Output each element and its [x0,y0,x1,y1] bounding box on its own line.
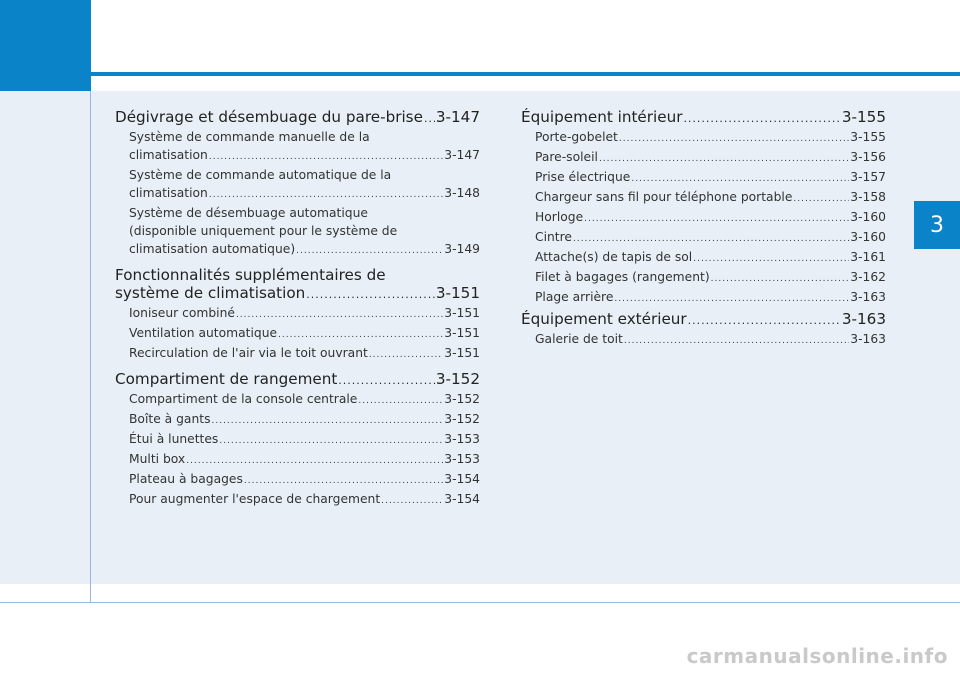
toc-heading-climate-features[interactable]: Fonctionnalités supplémentaires de système de climatisation ..... 3-151 [115,266,480,304]
toc-entry[interactable]: Attache(s) de tapis de sol ..... 3-161 [521,248,886,268]
toc-heading-exterior[interactable]: Équipement extérieur ..... 3-163 [521,310,886,330]
toc-entry[interactable]: Recirculation de l'air via le toit ouvrant ..... 3-151 [115,344,480,364]
toc-entry[interactable]: Pare-soleil ..... 3-156 [521,148,886,168]
toc-entry[interactable]: Porte-gobelet ..... 3-155 [521,128,886,148]
toc-entry[interactable]: Système de commande automatique de la climatisation ..... 3-148 [115,166,480,204]
toc-heading-interior[interactable]: Équipement intérieur ..... 3-155 [521,108,886,128]
toc-entry[interactable]: Prise électrique ..... 3-157 [521,168,886,188]
toc-entry[interactable]: Filet à bagages (rangement) ..... 3-162 [521,268,886,288]
toc-entry[interactable]: Ventilation automatique ..... 3-151 [115,324,480,344]
toc-entry[interactable]: Horloge ..... 3-160 [521,208,886,228]
toc-right-column [521,108,886,350]
toc-entry[interactable]: Plage arrière ..... 3-163 [521,288,886,308]
toc-entry[interactable]: Système de désembuage automatique (disponible uniquement pour le système de climatisation automatique) ..... 3-149 [115,204,480,260]
toc-heading-defrost[interactable]: Dégivrage et désembuage du pare-brise ..... 3-147 [115,108,480,128]
toc-entry[interactable]: Plateau à bagages ..... 3-154 [115,470,480,490]
toc-entry[interactable]: Système de commande manuelle de la climatisation ..... 3-147 [115,128,480,166]
toc-heading-storage[interactable]: Compartiment de rangement ..... 3-152 [115,370,480,390]
toc-entry[interactable]: Cintre ..... 3-160 [521,228,886,248]
chapter-tab[interactable] [914,201,960,249]
header-rule [91,72,960,76]
footer-rule [0,602,960,603]
chapter-number: 3 [930,212,944,238]
margin-rule [90,91,91,603]
toc-entry[interactable]: Étui à lunettes ..... 3-153 [115,430,480,450]
toc-entry[interactable]: Compartiment de la console centrale ..... 3-152 [115,390,480,410]
corner-color-block [0,0,91,91]
toc-entry[interactable]: Pour augmenter l'espace de chargement ..... 3-154 [115,490,480,510]
site-watermark: carmanualsonline.info [686,644,948,668]
toc-entry[interactable]: Chargeur sans fil pour téléphone portable ..... 3-158 [521,188,886,208]
toc-entry[interactable]: Multi box ..... 3-153 [115,450,480,470]
toc-entry[interactable]: Boîte à gants ..... 3-152 [115,410,480,430]
toc-entry[interactable]: Galerie de toit ..... 3-163 [521,330,886,350]
toc-left-column [115,108,480,510]
toc-entry[interactable]: Ioniseur combiné ..... 3-151 [115,304,480,324]
